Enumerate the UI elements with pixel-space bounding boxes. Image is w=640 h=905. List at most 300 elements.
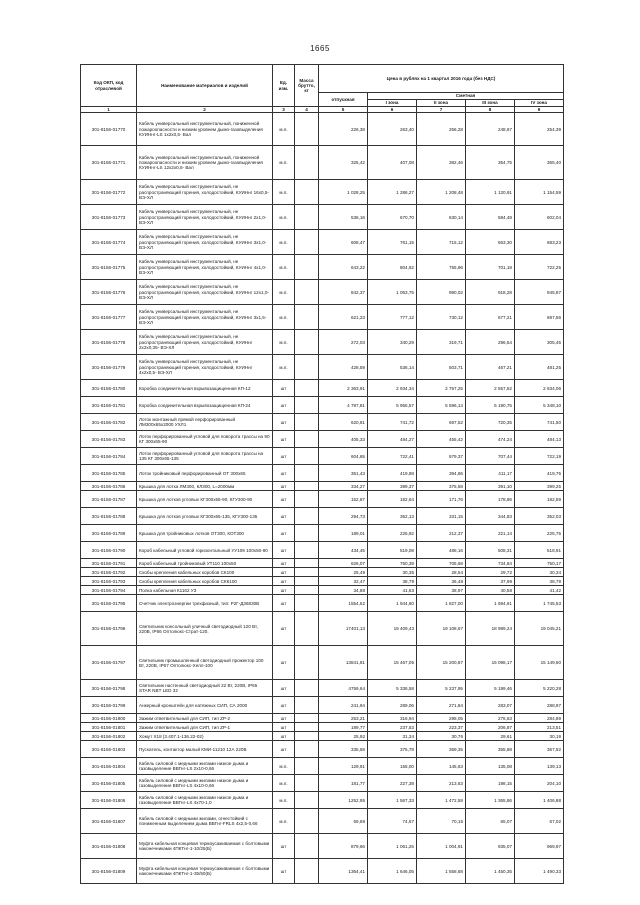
row-code: 301-8156-01796 bbox=[81, 612, 137, 646]
header-zone-1: I зона bbox=[368, 100, 417, 107]
row-mass bbox=[295, 586, 319, 595]
row-name: Полка кабельная К1162 УЗ bbox=[137, 586, 273, 595]
row-zone-1-price: 1 646,05 bbox=[368, 859, 417, 884]
row-name: Кабель универсальный инструментальный, не распространяющий горения, холодостойкий, КУИНнг 3х1,0- ВЭ-ХЛ bbox=[137, 230, 273, 255]
row-mass bbox=[295, 525, 319, 542]
row-release-price: 294,73 bbox=[319, 508, 368, 525]
row-mass bbox=[295, 758, 319, 775]
row-release-price: 189,77 bbox=[319, 723, 368, 732]
table-row bbox=[81, 305, 564, 330]
table-row bbox=[81, 380, 564, 397]
column-number: 6 bbox=[368, 107, 417, 113]
row-release-price: 226,38 bbox=[319, 113, 368, 146]
row-unit: шт bbox=[273, 595, 295, 612]
row-code: 301-8156-01777 bbox=[81, 305, 137, 330]
table-row bbox=[81, 113, 564, 146]
row-mass bbox=[295, 775, 319, 792]
row-mass bbox=[295, 414, 319, 431]
header-zone-3: III зона bbox=[466, 100, 515, 107]
row-zone-2-price: 256,28 bbox=[417, 113, 466, 146]
row-mass bbox=[295, 482, 319, 491]
row-mass bbox=[295, 255, 319, 280]
table-row bbox=[81, 482, 564, 491]
row-unit: шт bbox=[273, 646, 295, 680]
row-release-price: 1554,52 bbox=[319, 595, 368, 612]
column-number: 3 bbox=[273, 107, 295, 113]
row-zone-1-price: 5 336,58 bbox=[368, 680, 417, 697]
row-zone-4-price: 367,92 bbox=[515, 741, 564, 758]
row-name: Крышка для тройниковых лотков ОТ300, КОТ300 bbox=[137, 525, 273, 542]
row-zone-2-price: 1 827,00 bbox=[417, 595, 466, 612]
row-unit: м.п. bbox=[273, 330, 295, 355]
row-zone-1-price: 38,79 bbox=[368, 577, 417, 586]
row-zone-3-price: 276,63 bbox=[466, 714, 515, 723]
row-unit: м.п. bbox=[273, 758, 295, 775]
row-zone-3-price: 474,24 bbox=[466, 431, 515, 448]
table-row bbox=[81, 230, 564, 255]
row-zone-4-price: 288,97 bbox=[515, 697, 564, 714]
row-unit: м.п. bbox=[273, 355, 295, 380]
table-row bbox=[81, 577, 564, 586]
row-release-price: 241,94 bbox=[319, 697, 368, 714]
row-zone-3-price: 135,08 bbox=[466, 758, 515, 775]
row-release-price: 334,27 bbox=[319, 482, 368, 491]
row-zone-4-price: 481,25 bbox=[515, 355, 564, 380]
row-code: 301-8156-01800 bbox=[81, 714, 137, 723]
row-zone-2-price: 488,16 bbox=[417, 542, 466, 559]
row-zone-2-price: 28,54 bbox=[417, 568, 466, 577]
row-unit: шт bbox=[273, 577, 295, 586]
row-zone-2-price: 630,14 bbox=[417, 205, 466, 230]
row-unit: шт bbox=[273, 448, 295, 465]
row-zone-1-price: 225,92 bbox=[368, 525, 417, 542]
table-row bbox=[81, 280, 564, 305]
row-release-price: 272,03 bbox=[319, 330, 368, 355]
row-unit: шт bbox=[273, 431, 295, 448]
row-zone-3-price: 206,87 bbox=[466, 723, 515, 732]
row-zone-2-price: 5 237,95 bbox=[417, 680, 466, 697]
row-mass bbox=[295, 205, 319, 230]
row-mass bbox=[295, 834, 319, 859]
row-release-price: 879,66 bbox=[319, 834, 368, 859]
row-code: 301-8156-01808 bbox=[81, 834, 137, 859]
table-row bbox=[81, 741, 564, 758]
row-zone-2-price: 38,97 bbox=[417, 586, 466, 595]
row-name: Кабель силовой с медными жилами низкое дыма и газовыделение ВВГнг-LS 4х10-0,66 bbox=[137, 775, 273, 792]
row-code: 301-8156-01793 bbox=[81, 577, 137, 586]
row-release-price: 842,37 bbox=[319, 280, 368, 305]
row-code: 301-8156-01772 bbox=[81, 180, 137, 205]
header-zone-4: IV зона bbox=[515, 100, 564, 107]
row-name: Кабель силовой с медными жилами, огнестойкий с пониженным выделением дыма ВВГнг-FRLS 4х2,5-0,66 bbox=[137, 809, 273, 834]
column-number: 9 bbox=[515, 107, 564, 113]
row-name: Кабель универсальный инструментальный, не распространяющий горения, холодостойкий, КУИНнг 4х2х0,5- ВЭ-ХЛ bbox=[137, 355, 273, 380]
row-zone-3-price: 584,48 bbox=[466, 205, 515, 230]
row-zone-3-price: 296,54 bbox=[466, 330, 515, 355]
row-release-price: 536,16 bbox=[319, 205, 368, 230]
row-zone-1-price: 19 409,43 bbox=[368, 612, 417, 646]
row-release-price: 620,81 bbox=[319, 414, 368, 431]
row-name: Светильник консольный уличный светодиодный 120 Вт, 220В, IP66 Оптолюкс-Страт-120. bbox=[137, 612, 273, 646]
row-code: 301-8156-01806 bbox=[81, 792, 137, 809]
column-number: 7 bbox=[417, 107, 466, 113]
table-row bbox=[81, 465, 564, 482]
row-zone-2-price: 298,05 bbox=[417, 714, 466, 723]
row-zone-1-price: 1 053,75 bbox=[368, 280, 417, 305]
row-zone-4-price: 1 745,53 bbox=[515, 595, 564, 612]
row-release-price: 13841,81 bbox=[319, 646, 368, 680]
column-number: 4 bbox=[295, 107, 319, 113]
row-unit: шт bbox=[273, 491, 295, 508]
row-zone-1-price: 155,00 bbox=[368, 758, 417, 775]
row-unit: шт bbox=[273, 542, 295, 559]
row-zone-3-price: 1 694,61 bbox=[466, 595, 515, 612]
row-unit: шт bbox=[273, 380, 295, 397]
row-mass bbox=[295, 448, 319, 465]
row-mass bbox=[295, 465, 319, 482]
row-zone-2-price: 2 757,25 bbox=[417, 380, 466, 397]
row-name: Кабель универсальный инструментальный, не распространяющий горения, холодостойкий, КУИНнг 4х1,0- ВЭ-ХЛ bbox=[137, 255, 273, 280]
row-zone-2-price: 15 200,87 bbox=[417, 646, 466, 680]
row-code: 301-8156-01771 bbox=[81, 146, 137, 180]
table-row bbox=[81, 542, 564, 559]
row-release-price: 59,69 bbox=[319, 809, 368, 834]
row-unit: м.п. bbox=[273, 255, 295, 280]
row-zone-1-price: 1 286,27 bbox=[368, 180, 417, 205]
row-unit: м.п. bbox=[273, 809, 295, 834]
row-name: Лоток монтажный прямой перфорированный ЛМ300х65х2000 УХЛ1 bbox=[137, 414, 273, 431]
row-release-price: 604,65 bbox=[319, 448, 368, 465]
row-name: Кабель универсальный инструментальный, не распространяющий горения, холодостойкий, КУИНнг 3х1,5- ВЭ-ХЛ bbox=[137, 305, 273, 330]
row-zone-2-price: 1 558,68 bbox=[417, 859, 466, 884]
row-mass bbox=[295, 859, 319, 884]
row-name: Кабель универсальный инструментальный, пониженной пожароопасности и низким уровнем дымо-газовыделения КУИНнг-LS 1х2х0,5- Вал bbox=[137, 113, 273, 146]
row-name: Анкерный кронштейн для натяжных СИП, СА 2000 bbox=[137, 697, 273, 714]
row-name: Кабель универсальный инструментальный, не распространяющий горения, холодостойкий, КУИНнг 2х2х0,35- ВЭ-ХЛ bbox=[137, 330, 273, 355]
row-zone-3-price: 935,07 bbox=[466, 834, 515, 859]
row-code: 301-8156-01774 bbox=[81, 230, 137, 255]
row-unit: шт bbox=[273, 414, 295, 431]
row-zone-2-price: 271,84 bbox=[417, 697, 466, 714]
row-zone-3-price: 65,07 bbox=[466, 809, 515, 834]
row-release-price: 1 028,25 bbox=[319, 180, 368, 205]
row-zone-1-price: 263,40 bbox=[368, 113, 417, 146]
row-zone-1-price: 74,67 bbox=[368, 809, 417, 834]
row-name: Короб кабельный тройниковый УТ110 100х50 bbox=[137, 559, 273, 568]
row-mass bbox=[295, 355, 319, 380]
table-row bbox=[81, 431, 564, 448]
row-zone-1-price: 670,70 bbox=[368, 205, 417, 230]
row-unit: м.п. bbox=[273, 775, 295, 792]
row-mass bbox=[295, 646, 319, 680]
row-mass bbox=[295, 714, 319, 723]
row-code: 301-8156-01798 bbox=[81, 680, 137, 697]
row-release-price: 2 363,91 bbox=[319, 380, 368, 397]
row-zone-3-price: 283,07 bbox=[466, 697, 515, 714]
row-code: 301-8156-01770 bbox=[81, 113, 137, 146]
row-zone-4-price: 30,34 bbox=[515, 568, 564, 577]
table-row bbox=[81, 414, 564, 431]
row-zone-3-price: 734,84 bbox=[466, 559, 515, 568]
row-release-price: 325,42 bbox=[319, 146, 368, 180]
row-zone-1-price: 2 934,34 bbox=[368, 380, 417, 397]
row-zone-3-price: 37,99 bbox=[466, 577, 515, 586]
row-name: Кабель силовой с медными жилами низкое дыма и газовыделение ВВГнг-LS 2х10-0,66 bbox=[137, 758, 273, 775]
row-zone-1-price: 375,78 bbox=[368, 741, 417, 758]
row-mass bbox=[295, 305, 319, 330]
table-row bbox=[81, 680, 564, 697]
row-release-price: 428,59 bbox=[319, 355, 368, 380]
row-code: 301-8156-01790 bbox=[81, 542, 137, 559]
row-release-price: 189,01 bbox=[319, 525, 368, 542]
row-release-price: 621,23 bbox=[319, 305, 368, 330]
row-unit: шт bbox=[273, 612, 295, 646]
row-mass bbox=[295, 508, 319, 525]
row-code: 301-8156-01809 bbox=[81, 859, 137, 884]
row-mass bbox=[295, 180, 319, 205]
row-zone-4-price: 305,45 bbox=[515, 330, 564, 355]
row-zone-3-price: 15 098,17 bbox=[466, 646, 515, 680]
row-code: 301-8156-01794 bbox=[81, 586, 137, 595]
row-zone-3-price: 2 557,52 bbox=[466, 380, 515, 397]
row-zone-4-price: 1 490,33 bbox=[515, 859, 564, 884]
row-name: Лоток перфорированный угловой для поворота трассы на 90 КГ 300х65-90 bbox=[137, 431, 273, 448]
row-zone-3-price: 1 450,35 bbox=[466, 859, 515, 884]
row-zone-4-price: 365,40 bbox=[515, 146, 564, 180]
row-name: Скобы крепления кабельных коробов СКК100 bbox=[137, 577, 273, 586]
row-zone-1-price: 536,14 bbox=[368, 355, 417, 380]
row-zone-2-price: 1 472,58 bbox=[417, 792, 466, 809]
row-zone-1-price: 30,35 bbox=[368, 568, 417, 577]
row-release-price: 25,49 bbox=[319, 568, 368, 577]
row-zone-2-price: 382,46 bbox=[417, 146, 466, 180]
row-zone-1-price: 407,08 bbox=[368, 146, 417, 180]
row-zone-3-price: 707,44 bbox=[466, 448, 515, 465]
row-name: Короб кабельный угловой горизонтальный УУ109 100х50-90 bbox=[137, 542, 273, 559]
row-code: 301-8156-01779 bbox=[81, 355, 137, 380]
row-zone-3-price: 344,83 bbox=[466, 508, 515, 525]
row-zone-4-price: 399,25 bbox=[515, 482, 564, 491]
row-zone-1-price: 419,88 bbox=[368, 465, 417, 482]
row-release-price: 1364,41 bbox=[319, 859, 368, 884]
row-zone-3-price: 391,10 bbox=[466, 482, 515, 491]
row-code: 301-8156-01789 bbox=[81, 525, 137, 542]
row-zone-3-price: 29,61 bbox=[466, 732, 515, 741]
row-name: Крышка для лотка ЛМ300, КЛ300, L=2000мм bbox=[137, 482, 273, 491]
row-unit: шт bbox=[273, 697, 295, 714]
row-zone-2-price: 375,58 bbox=[417, 482, 466, 491]
row-code: 301-8156-01802 bbox=[81, 732, 137, 741]
header-price-group: Цена в рублях на 1 квартал 2016 года (без НДС) bbox=[319, 65, 564, 93]
row-code: 301-8156-01775 bbox=[81, 255, 137, 280]
row-release-price: 626,07 bbox=[319, 559, 368, 568]
row-code: 301-8156-01795 bbox=[81, 595, 137, 612]
row-mass bbox=[295, 397, 319, 414]
row-zone-2-price: 70,15 bbox=[417, 809, 466, 834]
row-zone-2-price: 319,71 bbox=[417, 330, 466, 355]
row-zone-3-price: 248,67 bbox=[466, 113, 515, 146]
row-release-price: 643,22 bbox=[319, 255, 368, 280]
row-zone-3-price: 411,17 bbox=[466, 465, 515, 482]
row-name: Светильник промышленный светодиодный прожектор 100 Вт, 220В, IP67 Оптолюкс-Хелл-100 bbox=[137, 646, 273, 680]
row-zone-3-price: 198,15 bbox=[466, 775, 515, 792]
row-release-price: 608,47 bbox=[319, 230, 368, 255]
table-row bbox=[81, 714, 564, 723]
row-code: 301-8156-01787 bbox=[81, 491, 137, 508]
row-zone-3-price: 5 199,46 bbox=[466, 680, 515, 697]
row-zone-1-price: 340,29 bbox=[368, 330, 417, 355]
table-row bbox=[81, 180, 564, 205]
row-zone-3-price: 355,88 bbox=[466, 741, 515, 758]
row-zone-4-price: 30,19 bbox=[515, 732, 564, 741]
row-zone-4-price: 352,03 bbox=[515, 508, 564, 525]
table-row bbox=[81, 397, 564, 414]
column-number: 1 bbox=[81, 107, 137, 113]
row-code: 301-8156-01785 bbox=[81, 465, 137, 482]
table-row bbox=[81, 330, 564, 355]
table-row bbox=[81, 809, 564, 834]
row-release-price: 152,87 bbox=[319, 491, 368, 508]
row-mass bbox=[295, 330, 319, 355]
row-zone-3-price: 677,21 bbox=[466, 305, 515, 330]
row-zone-4-price: 484,13 bbox=[515, 431, 564, 448]
row-name: Зажим ответвительный для СИП, тип ZP-1 bbox=[137, 723, 273, 732]
table-row bbox=[81, 646, 564, 680]
table-row bbox=[81, 834, 564, 859]
row-zone-1-price: 31,34 bbox=[368, 732, 417, 741]
row-release-price: 25,92 bbox=[319, 732, 368, 741]
row-name: Скобы крепления кабельных коробов СК100 bbox=[137, 568, 273, 577]
table-row bbox=[81, 612, 564, 646]
row-zone-1-price: 41,63 bbox=[368, 586, 417, 595]
row-name: Кабель силовой с медными жилами низкое дыма и газовыделение ВВГнг-LS 4х70-1,0 bbox=[137, 792, 273, 809]
row-name: Муфта кабельная концевая термоусаживаемая с болтовыми наконечниками 4ПКТнг-1-10/25(Б) bbox=[137, 834, 273, 859]
row-zone-4-price: 284,89 bbox=[515, 714, 564, 723]
table-row bbox=[81, 859, 564, 884]
row-unit: шт bbox=[273, 465, 295, 482]
row-unit: шт bbox=[273, 559, 295, 568]
row-zone-1-price: 722,41 bbox=[368, 448, 417, 465]
row-release-price: 253,21 bbox=[319, 714, 368, 723]
row-unit: шт bbox=[273, 723, 295, 732]
row-unit: шт bbox=[273, 680, 295, 697]
row-zone-4-price: 683,23 bbox=[515, 230, 564, 255]
row-mass bbox=[295, 792, 319, 809]
row-code: 301-8156-01786 bbox=[81, 482, 137, 491]
row-zone-1-price: 750,39 bbox=[368, 559, 417, 568]
row-mass bbox=[295, 595, 319, 612]
row-unit: м.п. bbox=[273, 792, 295, 809]
row-zone-4-price: 139,13 bbox=[515, 758, 564, 775]
row-zone-1-price: 777,12 bbox=[368, 305, 417, 330]
row-release-price: 129,91 bbox=[319, 758, 368, 775]
row-release-price: 34,88 bbox=[319, 586, 368, 595]
row-code: 301-8156-01780 bbox=[81, 380, 137, 397]
row-code: 301-8156-01781 bbox=[81, 397, 137, 414]
header-release: отпускная bbox=[319, 93, 368, 107]
row-zone-3-price: 18 989,24 bbox=[466, 612, 515, 646]
row-zone-2-price: 223,37 bbox=[417, 723, 466, 732]
row-zone-3-price: 1 365,86 bbox=[466, 792, 515, 809]
row-mass bbox=[295, 230, 319, 255]
row-code: 301-8156-01791 bbox=[81, 559, 137, 568]
row-code: 301-8156-01773 bbox=[81, 205, 137, 230]
row-zone-1-price: 1 061,25 bbox=[368, 834, 417, 859]
header-estimate: Сметная bbox=[368, 93, 564, 100]
row-unit: м.п. bbox=[273, 205, 295, 230]
table-row bbox=[81, 758, 564, 775]
row-zone-2-price: 503,71 bbox=[417, 355, 466, 380]
table-row bbox=[81, 448, 564, 465]
table-body bbox=[81, 113, 564, 884]
row-release-price: 335,68 bbox=[319, 741, 368, 758]
row-name: Лоток тройниковый перфорированный ОТ 300х65 bbox=[137, 465, 273, 482]
row-mass bbox=[295, 146, 319, 180]
table-row bbox=[81, 508, 564, 525]
row-zone-4-price: 1 154,59 bbox=[515, 180, 564, 205]
row-name: Муфта кабельная концевая термоусаживаемая с болтовыми наконечниками 4ПКТнг-1-35/50(Б) bbox=[137, 859, 273, 884]
row-release-price: 181,77 bbox=[319, 775, 368, 792]
column-number: 5 bbox=[319, 107, 368, 113]
page-number: 1665 bbox=[310, 44, 330, 53]
table-row bbox=[81, 586, 564, 595]
row-code: 301-8156-01783 bbox=[81, 431, 137, 448]
row-mass bbox=[295, 612, 319, 646]
row-mass bbox=[295, 680, 319, 697]
row-zone-3-price: 221,14 bbox=[466, 525, 515, 542]
row-zone-2-price: 369,35 bbox=[417, 741, 466, 758]
row-mass bbox=[295, 380, 319, 397]
row-name: Крышка для лотков угловых КГ300х65-90, КГУ300-90 bbox=[137, 491, 273, 508]
row-mass bbox=[295, 568, 319, 577]
row-release-price: 434,45 bbox=[319, 542, 368, 559]
row-mass bbox=[295, 697, 319, 714]
header-code: Код ОКП, код отраслевой bbox=[81, 65, 137, 107]
row-mass bbox=[295, 559, 319, 568]
column-number: 2 bbox=[137, 107, 273, 113]
row-name: Зажим ответвительный для СИП, тип ZP-2 bbox=[137, 714, 273, 723]
row-mass bbox=[295, 809, 319, 834]
row-mass bbox=[295, 741, 319, 758]
row-zone-4-price: 182,59 bbox=[515, 491, 564, 508]
table-row bbox=[81, 792, 564, 809]
table-row bbox=[81, 595, 564, 612]
row-release-price: 1252,95 bbox=[319, 792, 368, 809]
row-zone-1-price: 761,15 bbox=[368, 230, 417, 255]
row-zone-4-price: 1 406,88 bbox=[515, 792, 564, 809]
row-unit: м.п. bbox=[273, 230, 295, 255]
row-zone-1-price: 399,37 bbox=[368, 482, 417, 491]
row-zone-4-price: 19 045,21 bbox=[515, 612, 564, 646]
row-unit: шт bbox=[273, 525, 295, 542]
row-unit: шт bbox=[273, 568, 295, 577]
row-code: 301-8156-01778 bbox=[81, 330, 137, 355]
table-row bbox=[81, 491, 564, 508]
row-zone-1-price: 519,08 bbox=[368, 542, 417, 559]
row-code: 301-8156-01801 bbox=[81, 723, 137, 732]
row-unit: м.п. bbox=[273, 280, 295, 305]
row-zone-2-price: 394,86 bbox=[417, 465, 466, 482]
row-zone-3-price: 5 190,75 bbox=[466, 397, 515, 414]
row-zone-4-price: 518,91 bbox=[515, 542, 564, 559]
row-unit: м.п. bbox=[273, 180, 295, 205]
row-zone-3-price: 40,58 bbox=[466, 586, 515, 595]
row-zone-4-price: 225,75 bbox=[515, 525, 564, 542]
row-zone-2-price: 212,37 bbox=[417, 525, 466, 542]
row-zone-2-price: 213,63 bbox=[417, 775, 466, 792]
row-zone-1-price: 1 944,60 bbox=[368, 595, 417, 612]
row-zone-4-price: 419,75 bbox=[515, 465, 564, 482]
